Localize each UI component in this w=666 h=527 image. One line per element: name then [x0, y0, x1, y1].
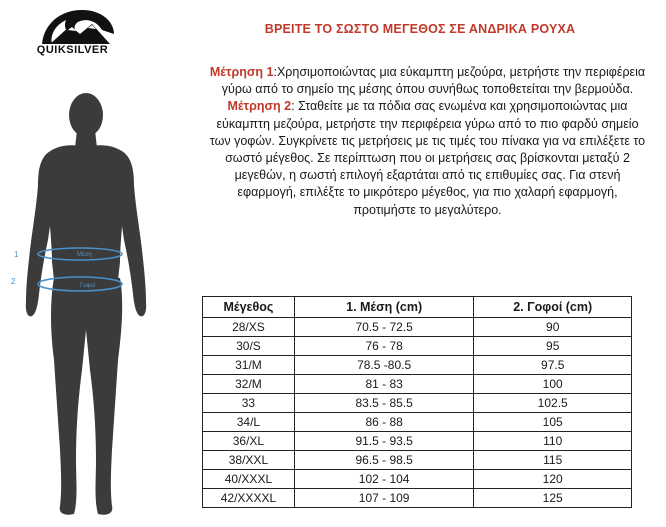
cell-hips: 125	[474, 489, 632, 508]
table-row	[203, 337, 632, 356]
header-waist: 1. Μέση (cm)	[294, 297, 474, 318]
waist-label: Μέση	[77, 252, 92, 258]
table-row	[203, 413, 632, 432]
quiksilver-logo-icon	[10, 6, 135, 46]
cell-size: 34/L	[203, 413, 295, 432]
mark-1: 1	[14, 250, 19, 259]
mark-2: 2	[11, 277, 16, 286]
table-row	[203, 489, 632, 508]
measure2-text: : Σταθείτε με τα πόδια σας ενωμένα και χρησιμοποιώντας μια εύκαμπτη μεζούρα, μετρήστε την περιφέρεια γύρω από το πιο φαρδύ σημείο των γοφών. Συγκρίνετε τις μετρήσεις με τις τιμές του πίνακα για να επιλέξετε το σωστό μέγεθος. Σε περίπτωση που οι μετρήσεις σας βρίσκονται μεταξύ 2 μεγεθών, η σωστή επιλογή εξαρτάται από τις επιθυμίες σας. Για στενή εφαρμογή, επιλέξτε το μικρότερο μέγεθος, για πιο χαλαρή εφαρμογή, προτιμήστε το μεγαλύτερο.	[209, 99, 646, 217]
table-row	[203, 318, 632, 337]
table-row	[203, 470, 632, 489]
cell-waist: 91.5 - 93.5	[294, 432, 474, 451]
body-figure	[0, 80, 200, 527]
table-row	[203, 375, 632, 394]
cell-hips: 100	[474, 375, 632, 394]
cell-size: 31/M	[203, 356, 295, 375]
cell-size: 30/S	[203, 337, 295, 356]
cell-waist: 83.5 - 85.5	[294, 394, 474, 413]
cell-hips: 102.5	[474, 394, 632, 413]
cell-size: 33	[203, 394, 295, 413]
cell-waist: 107 - 109	[294, 489, 474, 508]
brand-name: QUIKSILVER	[36, 44, 109, 56]
table-row	[203, 432, 632, 451]
cell-waist: 86 - 88	[294, 413, 474, 432]
cell-size: 38/XXL	[203, 451, 295, 470]
cell-size: 40/XXXL	[203, 470, 295, 489]
cell-hips: 95	[474, 337, 632, 356]
cell-size: 36/XL	[203, 432, 295, 451]
cell-size: 42/XXXXL	[203, 489, 295, 508]
measure1-label: Μέτρηση 1	[209, 65, 274, 79]
cell-waist: 81 - 83	[294, 375, 474, 394]
table-header-row	[203, 297, 632, 318]
cell-waist: 96.5 - 98.5	[294, 451, 474, 470]
cell-waist: 76 - 78	[294, 337, 474, 356]
cell-waist: 70.5 - 72.5	[294, 318, 474, 337]
measure1-text: :Χρησιμοποιώντας μια εύκαμπτη μεζούρα, μετρήστε την περιφέρεια γύρω από το σημείο της μέσης όπου συνήθως τοποθετείται την βερμούδα.	[221, 65, 646, 97]
size-table	[202, 296, 632, 508]
instructions	[205, 64, 650, 219]
hip-label: Γοφοί	[80, 283, 96, 289]
cell-hips: 110	[474, 432, 632, 451]
cell-hips: 105	[474, 413, 632, 432]
cell-size: 28/XS	[203, 318, 295, 337]
table-row	[203, 394, 632, 413]
page-title: ΒΡΕΙΤΕ ΤΟ ΣΩΣΤΟ ΜΕΓΕΘΟΣ ΣΕ ΑΝΔΡΙΚΑ ΡΟΥΧΑ	[264, 22, 576, 36]
header-size: Μέγεθος	[203, 297, 295, 318]
cell-waist: 102 - 104	[294, 470, 474, 489]
table-row	[203, 356, 632, 375]
cell-hips: 97.5	[474, 356, 632, 375]
table-row	[203, 451, 632, 470]
cell-waist: 78.5 -80.5	[294, 356, 474, 375]
cell-hips: 90	[474, 318, 632, 337]
measure2-label: Μέτρηση 2	[227, 99, 292, 114]
header-hips: 2. Γοφοί (cm)	[474, 297, 632, 318]
cell-hips: 115	[474, 451, 632, 470]
cell-hips: 120	[474, 470, 632, 489]
cell-size: 32/M	[203, 375, 295, 394]
